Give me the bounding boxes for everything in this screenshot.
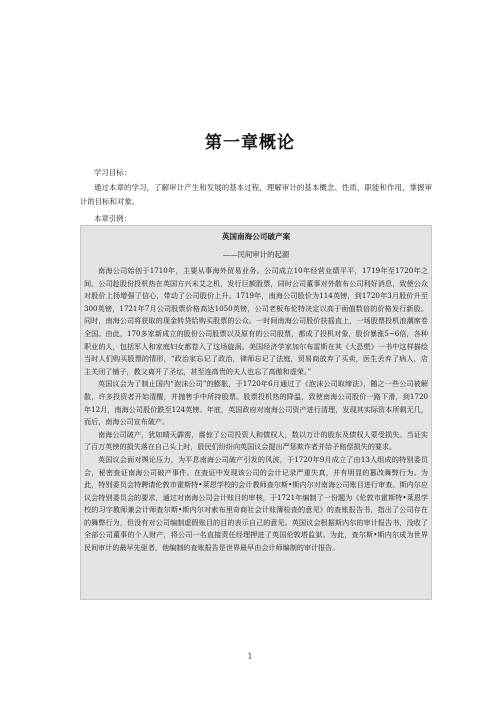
case-paragraph: 南海公司破产，犹如晴天霹雳，震惊了公司投资人和债权人，数以万计的股东及债权人蒙受损失。当证实了百万英镑的损失落在自己头上时，股民们纷纷向英国议会提出严惩欺诈者并给予赔偿损失的要求。 [84,429,428,452]
case-paragraph: 英国议会面对舆论压力，为平息南海公司破产引发的风波，于1720年9月成立了由13人组成的特别委员会，秘密查证南海公司破产事件。在查证中发现该公司的会计记录严重失真，并有明显的篡改舞弊行为。为此，特别委员会特聘请伦敦市霍斯特•莱恩学校的会计教师查尔斯•斯内尔对南海公司账目进行审查。斯内尔应议会特别委员会的要求，通过对南海公司会计账目的审核，于1721年编制了一份题为《伦敦市霍斯特•莱恩学校的习字教师兼会计师查尔斯•斯内尔对索布里奇商社会计账簿检查的意见》的查账报告书，指出了公司存在的舞弊行为，但没有对公司编制虚假账目的目的表示自己的意见。英国议会根据斯内尔的审计报告书，没收了全部公司董事的个人财产，将公司一名直接责任经理押进了英国伦敦塔监狱。为此，查尔斯•斯内尔成为世界民间审计的最早先驱者，他编制的查账报告是世界最早由会计师编制的审计报告。 [84,454,428,553]
learning-objectives-heading: 学习目标： [94,168,131,177]
case-body [84,265,428,555]
page-number: 1 [247,652,253,661]
case-paragraph: 英国议会为了制止国内“泡沫公司”的膨胀，于1720年6月通过了《泡沫公司取缔法》，随之一些公司被解散，许多投资者开始清醒，并抛售手中所持股票。股票投机热的降温，致使南海公司股价一路下滑，到1720年12月，南海公司股价跌至124英镑。年底，英国政府对南海公司资产进行清理，发现其实际资本所剩无几，而后，南海公司宣布破产。 [84,379,428,427]
case-study-box [80,225,432,600]
case-title: 英国南海公司破产案 [221,232,291,241]
chapter-title: 第一章概论 [205,133,295,153]
case-subtitle: ——民间审计的起源 [222,250,290,259]
case-intro-heading: 本章引例： [94,214,131,223]
learning-objectives-text: 通过本章的学习，了解审计产生和发展的基本过程，理解审计的基本概念、性质、职能和作用，掌握审计的目标和对象。 [80,183,432,206]
case-paragraph: 南海公司始创于1710年，主要从事海外贸易业务。公司成立10年经营业绩平平，1719年至1720年之间，公司趁股份投机热在英国方兴未艾之机，发行巨额股票，同时公司董事对外散布公司利好消息，致使公众对股价上扬增强了信心，带动了公司股价上升。1719年，南海公司股价为114英镑，到1720年3月股价升至300英镑，1721年7月公司股票价格高达1050英镑，公司老板布伦特决定以高于面值数倍的价格发行新股。同时，南海公司将获取的现金转贷给购买股票的公众。一时间南海公司股价扶摇直上，一场股票投机浪潮席卷全国。由此，170多家新成立的股份公司股票以及原有的公司股票，都成了投机对象，股价暴涨5~6倍，各种职业的人，包括军人和家庭妇女都卷入了这场旋涡。美国经济学家加尔布雷斯在其《大恐慌》一书中这样描绘当时人们购买股票的情形，“政治家忘记了政治，律师忘记了法庭，贸易商放弃了买卖，医生丢弃了病人，店主关闭了铺子，教父离开了圣坛，甚至连高贵的夫人也忘了高傲和虚荣。” [84,266,428,376]
